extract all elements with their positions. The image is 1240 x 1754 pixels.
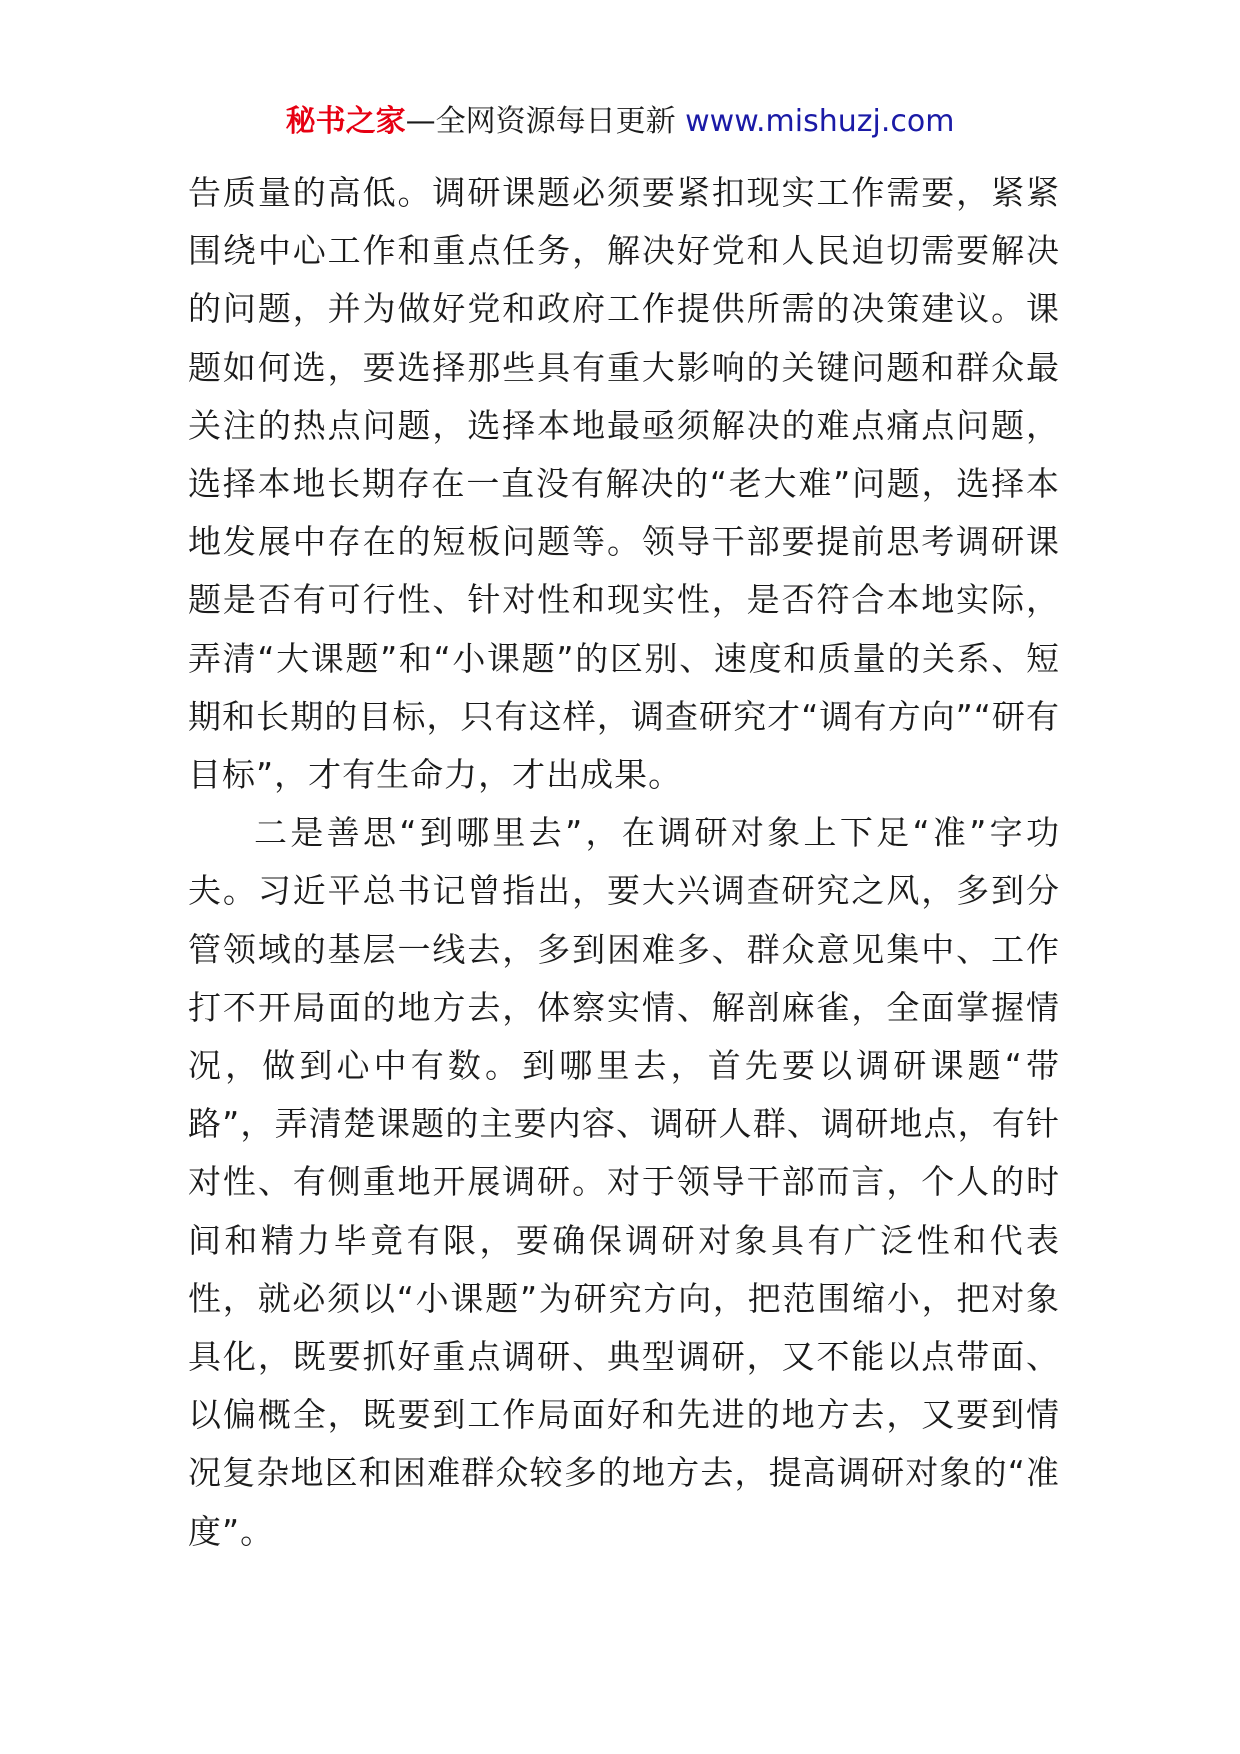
header-tagline: —全网资源每日更新 (405, 104, 686, 139)
brand-name: 秘书之家 (285, 104, 406, 139)
body-paragraph: 二是善思“到哪里去”，在调研对象上下足“准”字功夫。习近平总书记曾指出，要大兴调查研究之风，多到分管领域的基层一线去，多到困难多、群众意见集中、工作打不开局面的地方去，体察实情、解剖麻雀，全面掌握情况，做到心中有数。到哪里去，首先要以调研课题“带路”，弄清楚课题的主要内容、调研人群、调研地点，有针对性、有侧重地开展调研。对于领导干部而言，个人的时间和精力毕竟有限，要确保调研对象具有广泛性和代表性，就必须以“小课题”为研究方向，把范围缩小，把对象具化，既要抓好重点调研、典型调研，又不能以点带面、以偏概全，既要到工作局面好和先进的地方去，又要到情况复杂地区和困难群众较多的地方去，提高调研对象的“准度”。 (188, 813, 1060, 1551)
document-body (188, 164, 1060, 1561)
body-paragraph: 告质量的高低。调研课题必须要紧扣现实工作需要，紧紧围绕中心工作和重点任务，解决好党和人民迫切需要解决的问题，并为做好党和政府工作提供所需的决策建议。课题如何选，要选择那些具有重大影响的关键问题和群众最关注的热点问题，选择本地最亟须解决的难点痛点问题，选择本地长期存在一直没有解决的“老大难”问题，选择本地发展中存在的短板问题等。领导干部要提前思考调研课题是否有可行性、针对性和现实性，是否符合本地实际，弄清“大课题”和“小课题”的区别、速度和质量的关系、短期和长期的目标，只有这样，调查研究才“调有方向”“研有目标”，才有生命力，才出成果。 (188, 173, 1060, 795)
page-header (0, 100, 1240, 144)
site-url-link[interactable]: www.mishuzj.com (685, 104, 955, 139)
